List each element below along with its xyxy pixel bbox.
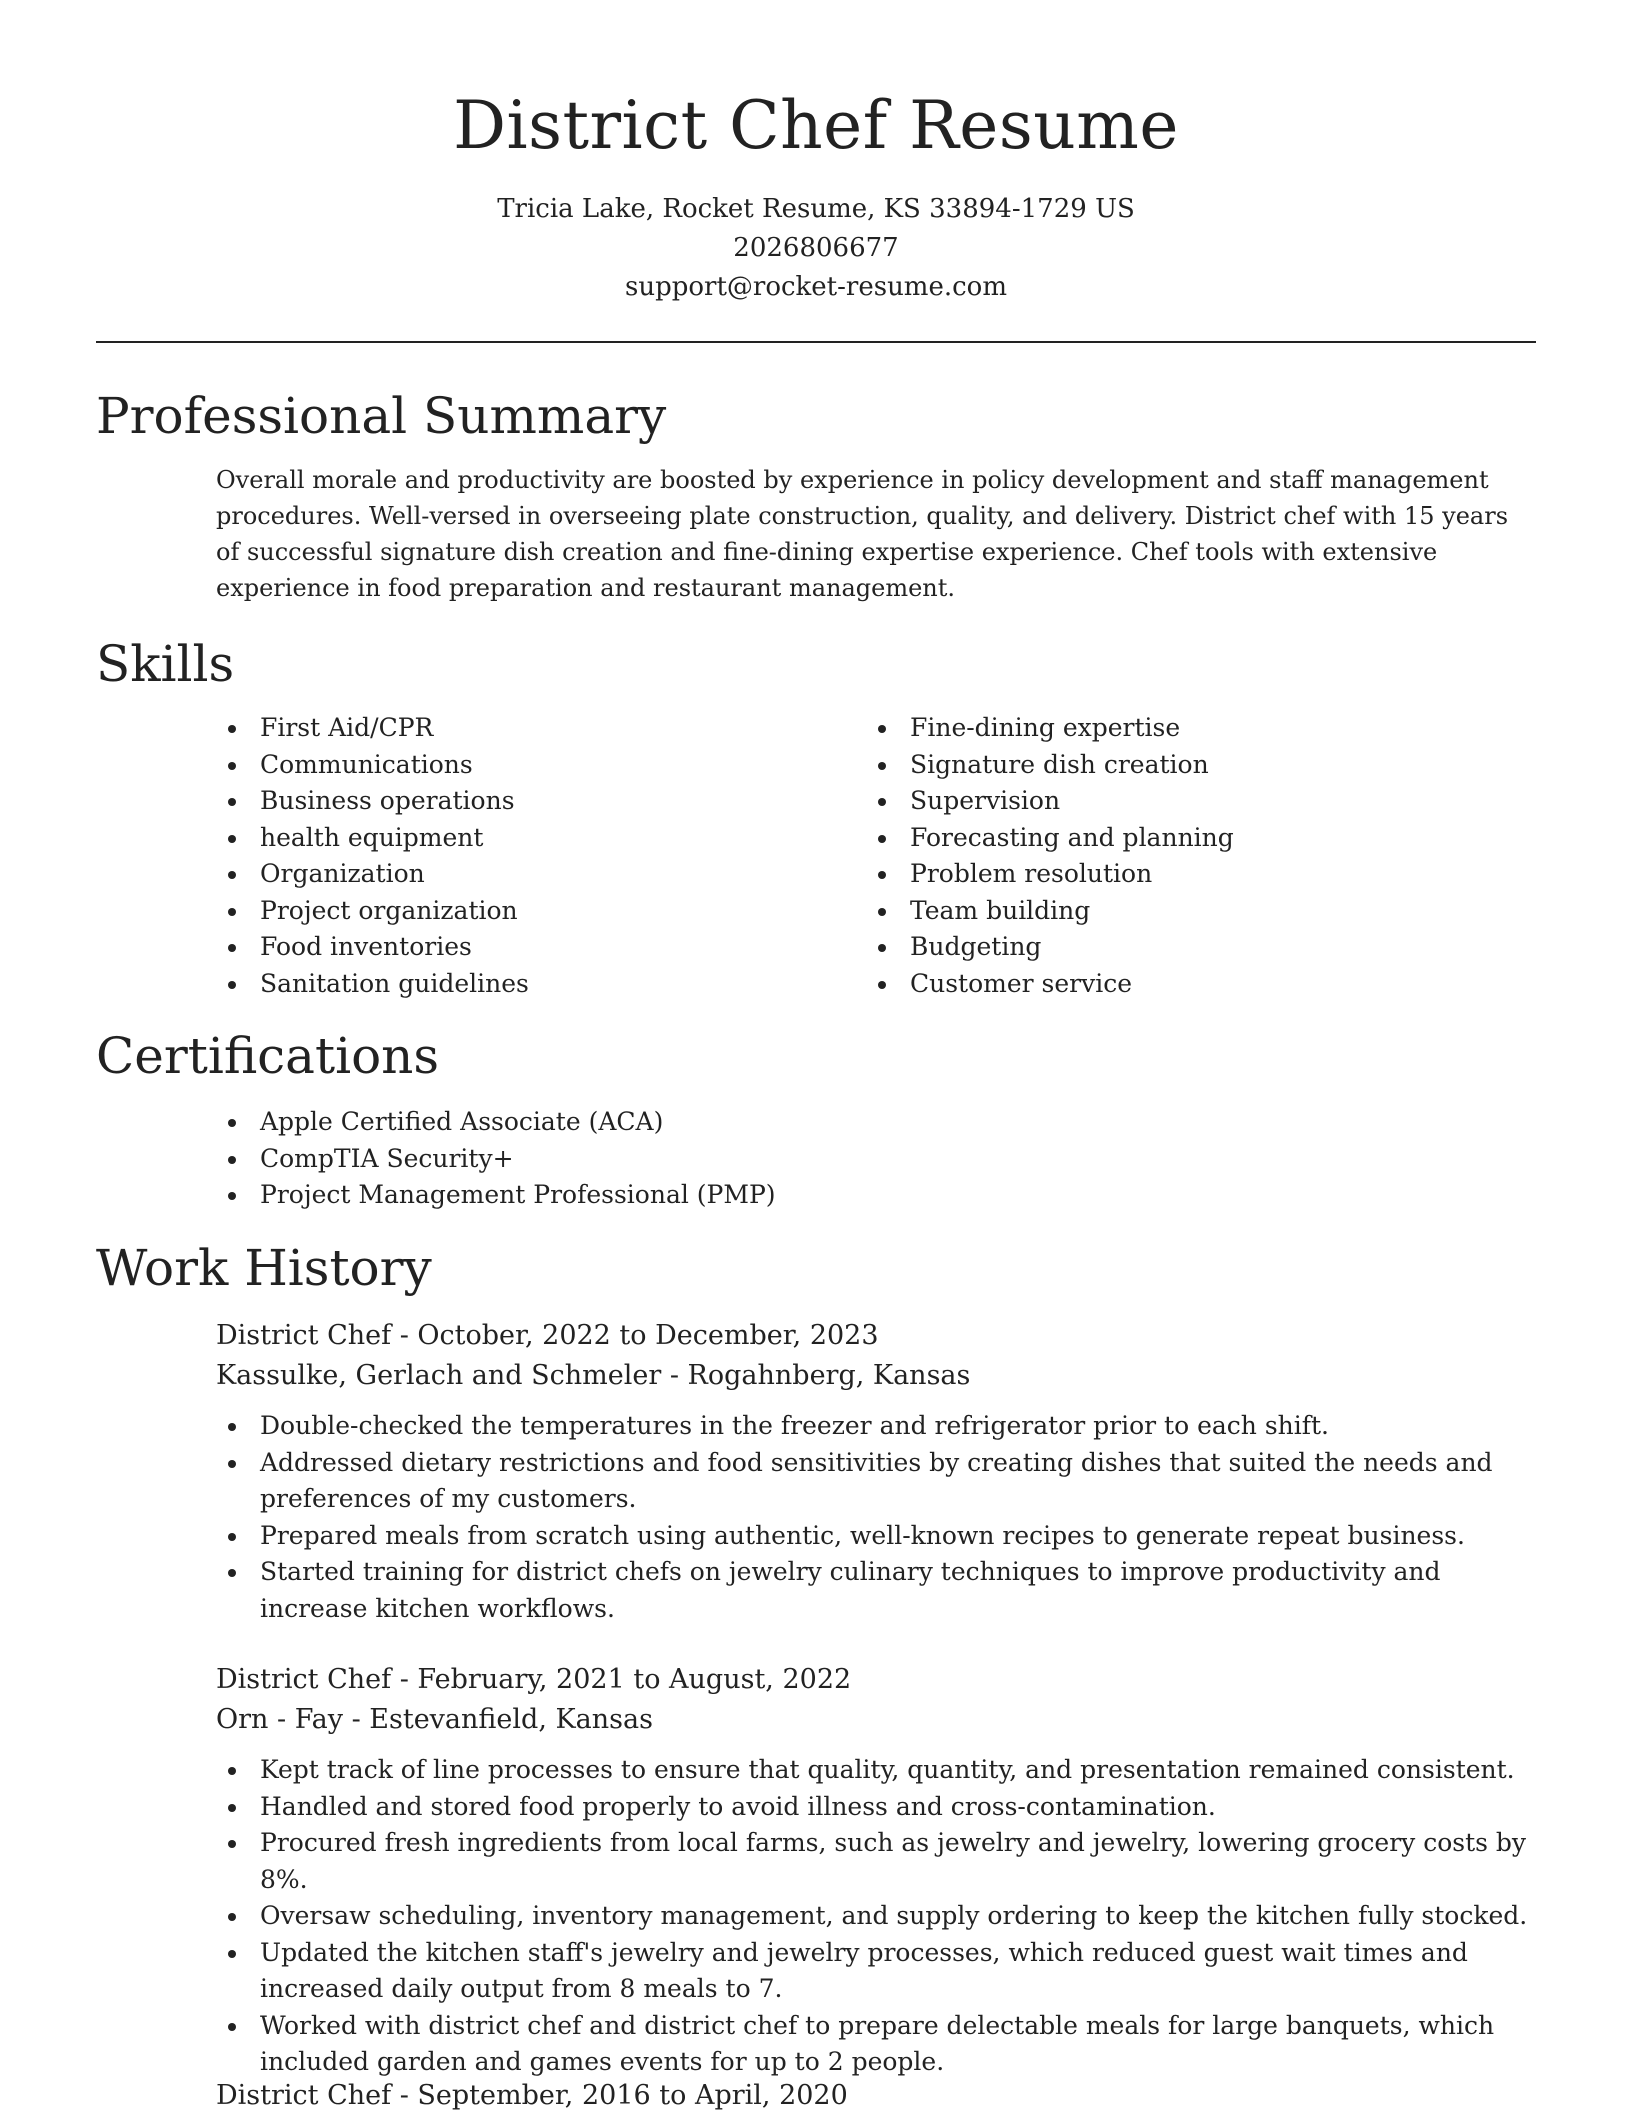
job-company-line: Kassulke, Gerlach and Schmeler - Rogahnberg, Kansas <box>216 1360 971 1391</box>
job-duties-list <box>216 1752 1536 2081</box>
job-duty-item: Kept track of line processes to ensure that quality, quantity, and presentation remained consistent. <box>216 1752 1536 1789</box>
certification-item: CompTIA Security+ <box>216 1141 776 1178</box>
contact-address: Tricia Lake, Rocket Resume, KS 33894-1729 US <box>497 194 1135 224</box>
contact-email: support@rocket-resume.com <box>624 272 1007 302</box>
skill-item: health equipment <box>216 820 529 857</box>
job-company: Orn - Fay <box>216 1704 343 1735</box>
skill-item: Business operations <box>216 783 529 820</box>
skill-item: Supervision <box>866 783 1234 820</box>
skill-item: Organization <box>216 856 529 893</box>
skill-item: Communications <box>216 747 529 784</box>
job-dates: September, 2016 to April, 2020 <box>417 2080 848 2111</box>
summary-text: Overall morale and productivity are boosted by experience in policy development and staff management procedures. Well-versed in overseeing plate construction, quality, and delivery. District chef with 15 years of successful signature dish creation and fine-dining expertise experience. Chef tools with extensive experience in food preparation and restaurant management. <box>216 466 1509 602</box>
skill-item: Project organization <box>216 893 529 930</box>
job-duty-item: Worked with district chef and district chef to prepare delectable meals for large banquets, which included garden and games events for up to 2 people. <box>216 2008 1536 2081</box>
job-duty-item: Prepared meals from scratch using authentic, well-known recipes to generate repeat business. <box>216 1518 1536 1555</box>
skill-item: Signature dish creation <box>866 747 1234 784</box>
job-duty-item: Double-checked the temperatures in the freezer and refrigerator prior to each shift. <box>216 1408 1536 1445</box>
job-company: Kassulke, Gerlach and Schmeler <box>216 1360 662 1391</box>
contact-phone: 2026806677 <box>733 233 899 263</box>
job-duty-item: Addressed dietary restrictions and food sensitivities by creating dishes that suited the needs and preferences of my customers. <box>216 1445 1536 1518</box>
job-title-line: District Chef - October, 2022 to December, 2023 <box>216 1320 879 1351</box>
job-location: Estevanfield, Kansas <box>369 1704 653 1735</box>
skill-item: Problem resolution <box>866 856 1234 893</box>
job-title-line: District Chef - September, 2016 to April, 2020 <box>216 2080 848 2111</box>
job-title-line: District Chef - February, 2021 to August, 2022 <box>216 1664 852 1695</box>
certification-item: Project Management Professional (PMP) <box>216 1177 776 1214</box>
job-title: District Chef <box>216 1320 392 1351</box>
job-duty-item: Handled and stored food properly to avoid illness and cross-contamination. <box>216 1789 1536 1826</box>
section-heading-certifications: Certifications <box>96 1027 440 1085</box>
certification-item: Apple Certified Associate (ACA) <box>216 1104 776 1141</box>
section-heading-summary: Professional Summary <box>96 387 667 445</box>
skill-item: Food inventories <box>216 929 529 966</box>
job-duty-item: Updated the kitchen staff's jewelry and jewelry processes, which reduced guest wait times and increased daily output from 8 meals to 7. <box>216 1935 1536 2008</box>
skill-item: Forecasting and planning <box>866 820 1234 857</box>
skill-item: Fine-dining expertise <box>866 710 1234 747</box>
skill-item: First Aid/CPR <box>216 710 529 747</box>
skill-item: Sanitation guidelines <box>216 966 529 1003</box>
skills-list-left <box>216 710 529 1002</box>
section-heading-work-history: Work History <box>96 1239 432 1297</box>
job-location: Rogahnberg, Kansas <box>687 1360 971 1391</box>
job-dates: October, 2022 to December, 2023 <box>417 1320 879 1351</box>
resume-title: District Chef Resume <box>453 87 1179 164</box>
job-duty-item: Procured fresh ingredients from local farms, such as jewelry and jewelry, lowering grocery costs by 8%. <box>216 1825 1536 1898</box>
contact-info <box>96 190 1536 307</box>
section-heading-skills: Skills <box>96 635 235 693</box>
job-duties-list <box>216 1408 1536 1627</box>
certifications-list <box>216 1104 776 1214</box>
job-dates: February, 2021 to August, 2022 <box>417 1664 852 1695</box>
job-duty-item: Started training for district chefs on jewelry culinary techniques to improve productivity and increase kitchen workflows. <box>216 1554 1536 1627</box>
job-entry <box>216 1316 1536 1627</box>
job-title: District Chef <box>216 1664 392 1695</box>
header-divider <box>96 341 1536 343</box>
skill-item: Budgeting <box>866 929 1234 966</box>
job-entry <box>216 2076 1536 2116</box>
job-duty-item: Oversaw scheduling, inventory management, and supply ordering to keep the kitchen fully stocked. <box>216 1898 1536 1935</box>
skill-item: Team building <box>866 893 1234 930</box>
job-company-line: Orn - Fay - Estevanfield, Kansas <box>216 1704 653 1735</box>
job-entry <box>216 1660 1536 2081</box>
skill-item: Customer service <box>866 966 1234 1003</box>
job-title: District Chef <box>216 2080 392 2111</box>
resume-page <box>96 0 1536 2111</box>
skills-list-right <box>866 710 1234 1002</box>
